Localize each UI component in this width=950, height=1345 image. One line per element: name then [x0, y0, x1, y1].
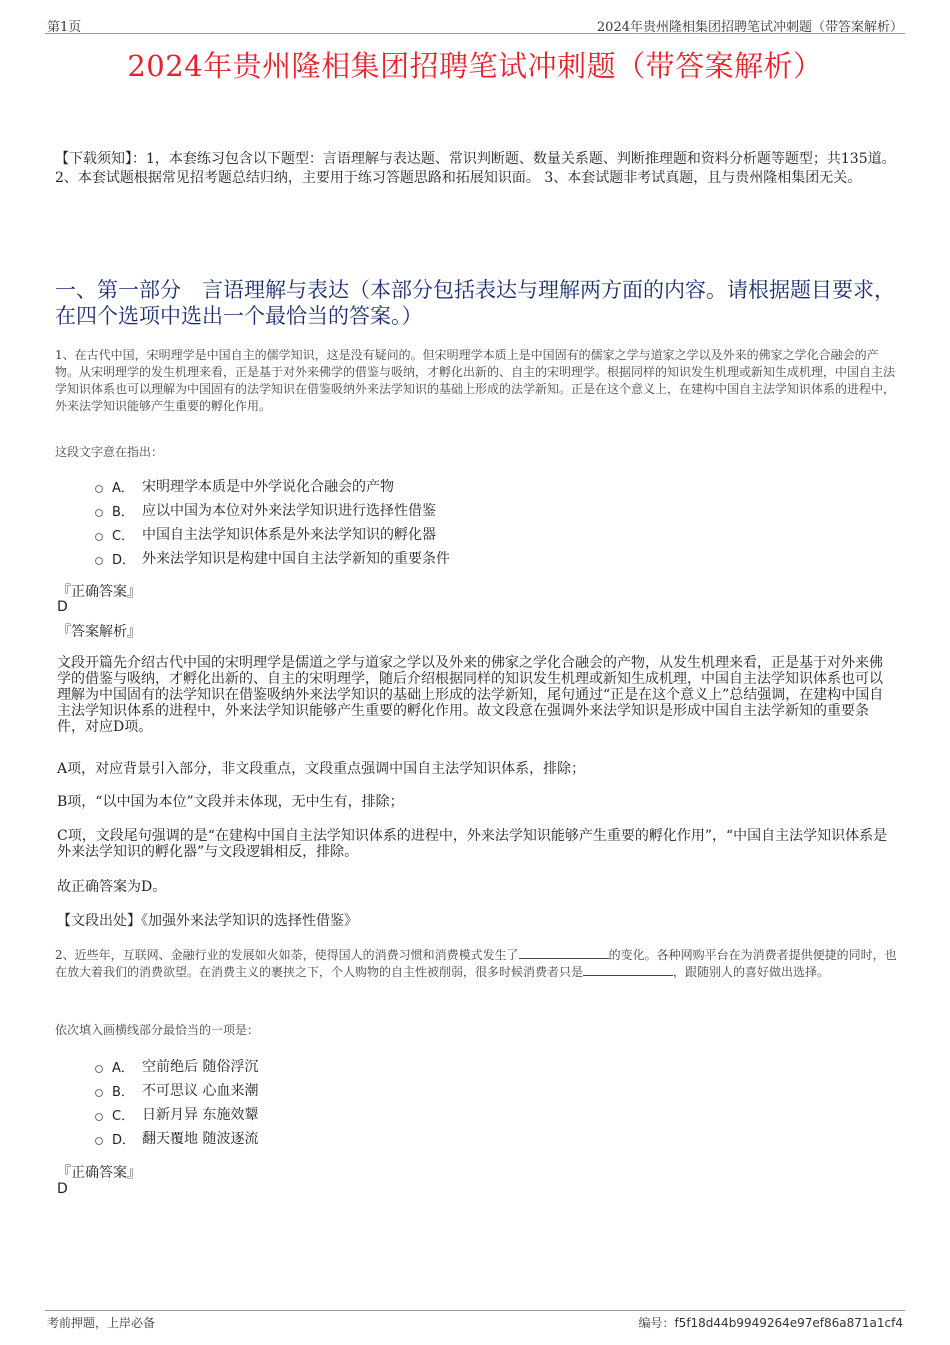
header-divider [45, 33, 905, 34]
option-d[interactable]: D． 外来法学知识是构建中国自主法学新知的重要条件 [95, 546, 450, 570]
analysis-paragraph: C项，文段尾句强调的是“在建构中国自主法学知识体系的进程中，外来法学知识能够产生重要的孵化作用”，“中国自主法学知识体系是外来法学知识的孵化器”与文段逻辑相反，排除。 [57, 828, 888, 860]
question-1-options [95, 474, 450, 570]
question-2-text: 2、近些年，互联网、金融行业的发展如火如荼，使得国人的消费习惯和消费模式发生了 的变化。各种网购平台在为消费者提供便捷的同时，也在放大着我们的消费欲望。在消费主义的裹挟之下，个人购物的自主性被削弱，很多时候消费者只是 ，跟随别人的喜好做出选择。 [55, 948, 897, 979]
download-notice: 【下载须知】：1，本套练习包含以下题型：言语理解与表达题、常识判断题、数量关系题、判断推理题和资料分析题等题型；共135道。 2、本套试题根据常见招考题总结归纳，主要用于练习答题思路和拓展知识面。 3、本套试题非考试真题，且与贵州隆相集团无关。 [55, 151, 896, 186]
question-2-options [95, 1054, 258, 1150]
option-b[interactable]: B． 应以中国为本位对外来法学知识进行选择性借鉴 [95, 498, 450, 522]
correct-answer-label: 『正确答案』 [57, 1165, 141, 1181]
option-a[interactable]: A． 空前绝后 随俗浮沉 [95, 1054, 258, 1078]
option-b[interactable]: B． 不可思议 心血来潮 [95, 1078, 258, 1102]
analysis-paragraph: B项，“以中国为本位”文段并未体现，无中生有，排除； [57, 794, 404, 810]
analysis-paragraph: A项，对应背景引入部分，非文段重点，文段重点强调中国自主法学知识体系，排除； [57, 761, 586, 777]
option-c[interactable]: C． 中国自主法学知识体系是外来法学知识的孵化器 [95, 522, 450, 546]
document-title: 2024年贵州隆相集团招聘笔试冲刺题（带答案解析） [127, 49, 823, 83]
analysis-label: 『答案解析』 [57, 624, 141, 640]
running-header-title: 2024年贵州隆相集团招聘笔试冲刺题（带答案解析） [596, 20, 903, 35]
correct-answer-label: 『正确答案』 [57, 584, 141, 600]
radio-icon[interactable] [95, 1137, 103, 1145]
fill-blank [519, 947, 609, 959]
radio-icon[interactable] [95, 557, 103, 565]
fill-blank [583, 964, 673, 976]
section-heading: 一、第一部分 言语理解与表达（本部分包括表达与理解两方面的内容。请根据题目要求，在四个选项中选出一个最恰当的答案。） [55, 278, 895, 328]
page-number: 第1页 [47, 20, 82, 35]
radio-icon[interactable] [95, 1089, 103, 1097]
radio-icon[interactable] [95, 485, 103, 493]
source-reference: 【文段出处】《加强外来法学知识的选择性借鉴》 [57, 913, 358, 929]
correct-answer: D [57, 599, 68, 615]
footer-code: 编号：f5f18d44b9949264e97ef86a871a1cf4 [638, 1316, 903, 1330]
footer-slogan: 考前押题，上岸必备 [47, 1316, 156, 1330]
footer-divider [45, 1310, 905, 1311]
radio-icon[interactable] [95, 1113, 103, 1121]
radio-icon[interactable] [95, 509, 103, 517]
question-1-prompt: 这段文字意在指出： [55, 445, 164, 459]
option-c[interactable]: C． 日新月异 东施效颦 [95, 1102, 258, 1126]
analysis-paragraph: 文段开篇先介绍古代中国的宋明理学是儒道之学与道家之学以及外来的佛家之学化合融会的产物，从发生机理来看，正是基于对外来佛学的借鉴与吸纳，才孵化出新的、自主的宋明理学，随后介绍根据同样的知识发生机理或新知生成机理，中国自主法学知识体系也可以理解为中国固有的法学知识在借鉴吸纳外来法学知识的基础上形成的法学新知，尾句通过“正是在这个意义上”总结强调，在建构中国自主法学知识体系的进程中，外来法学知识能够产生重要的孵化作用。故文段意在强调外来法学知识是形成中国自主法学新知的重要条件，对应D项。 [57, 655, 884, 735]
option-d[interactable]: D． 翻天覆地 随波逐流 [95, 1126, 258, 1150]
correct-answer: D [57, 1181, 68, 1197]
question-1-text: 1、在古代中国，宋明理学是中国自主的儒学知识，这是没有疑问的。但宋明理学本质上是中国固有的儒家之学与道家之学以及外来的佛家之学化合融会的产物。从宋明理学的发生机理来看，正是基于对外来佛学的借鉴与吸纳，才孵化出新的、自主的宋明理学。根据同样的知识发生机理或新知生成机理，中国自主法学知识体系也可以理解为中国固有的法学知识在借鉴吸纳外来法学知识的基础上形成的法学新知。正是在这个意义上，在建构中国自主法学知识体系的进程中，外来法学知识能够产生重要的孵化作用。 [55, 348, 896, 413]
question-2-prompt: 依次填入画横线部分最恰当的一项是： [55, 1023, 260, 1037]
option-a[interactable]: A． 宋明理学本质是中外学说化合融会的产物 [95, 474, 450, 498]
analysis-paragraph: 故正确答案为D。 [57, 879, 167, 895]
radio-icon[interactable] [95, 533, 103, 541]
radio-icon[interactable] [95, 1065, 103, 1073]
